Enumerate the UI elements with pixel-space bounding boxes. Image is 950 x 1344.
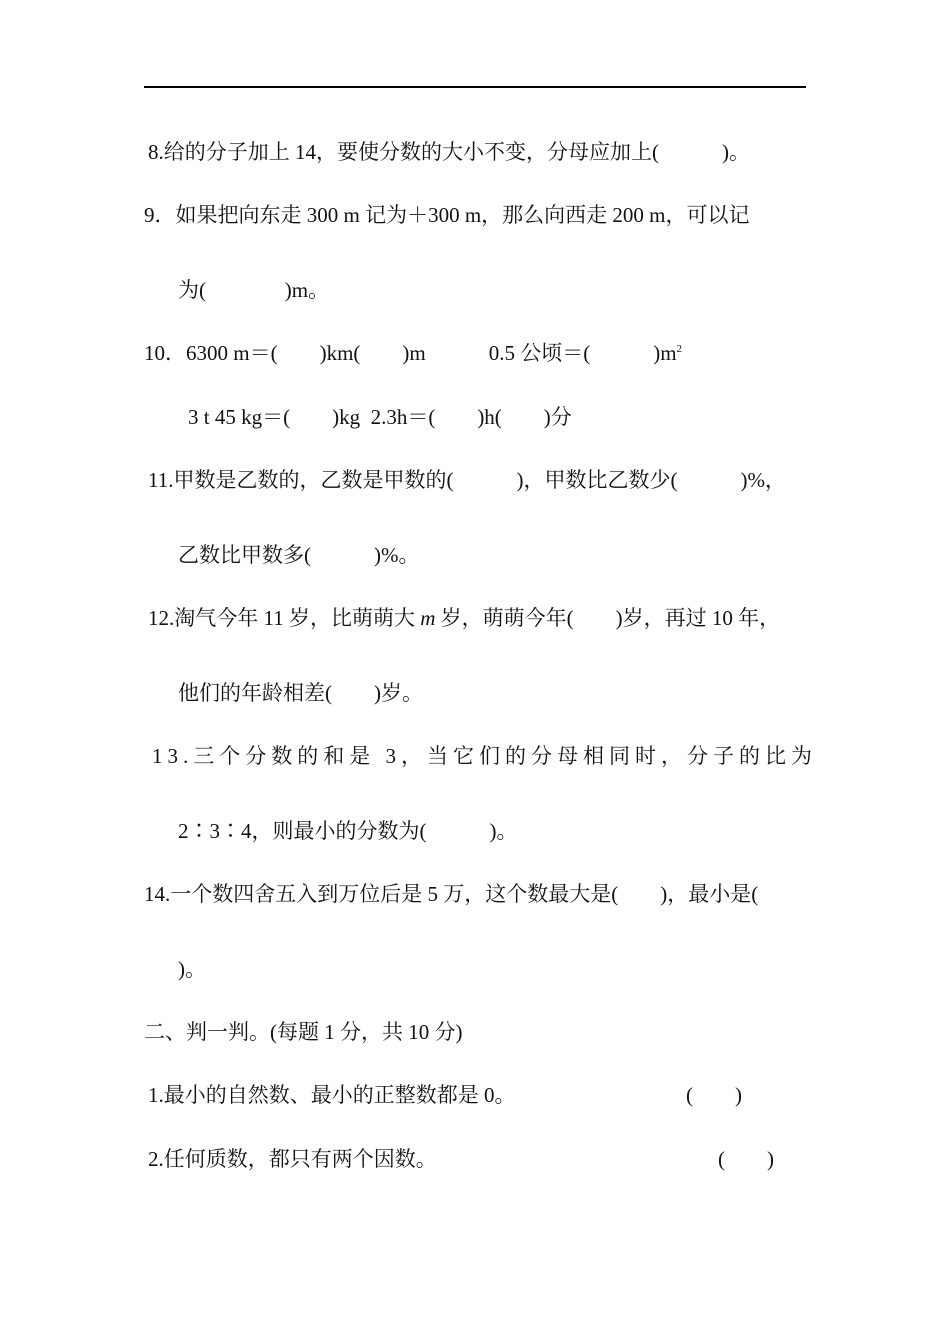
question-10-line-2: 3 t 45 kg＝( )kg 2.3h＝( )h( )分 (188, 405, 572, 429)
question-13-line-2: 2∶3∶4，则最小的分数为( )。 (178, 819, 518, 843)
square-superscript: 2 (676, 343, 683, 355)
question-11-line-2: 乙数比甲数多( )%。 (178, 543, 420, 567)
question-11-line-1: 11.甲数是乙数的，乙数是甲数的( )，甲数比乙数少( )%， (148, 468, 786, 492)
question-9-line-2: 为( )m。 (178, 278, 330, 302)
question-13-line-1: 13.三个分数的和是 3，当它们的分母相同时，分子的比为 (152, 744, 817, 768)
question-9-line-1: 9．如果把向东走 300 m 记为＋300 m，那么向西走 200 m，可以记 (144, 203, 750, 227)
question-14-line-2: )。 (178, 957, 206, 981)
question-12-text-a: 12.淘气今年 11 岁，比萌萌大 (148, 606, 421, 630)
judge-2-text: 2.任何质数，都只有两个因数。 (148, 1147, 437, 1171)
section-2-title: 二、判一判。(每题 1 分，共 10 分) (144, 1020, 463, 1044)
judge-1-answer-paren: ( ) (686, 1083, 742, 1107)
judge-1-text: 1.最小的自然数、最小的正整数都是 0。 (148, 1083, 516, 1107)
question-10-line-1 (144, 339, 682, 367)
question-12-line-2: 他们的年龄相差( )岁。 (178, 681, 423, 705)
variable-m: m (420, 606, 436, 630)
question-12-line-1 (148, 604, 780, 632)
question-8: 8.给的分子加上 14，要使分数的大小不变，分母应加上( )。 (148, 140, 750, 164)
header-rule (144, 86, 806, 88)
question-10-line-1-text: 10．6300 m＝( )km( )m 0.5 公顷＝( )m (144, 341, 677, 365)
question-14-line-1: 14.一个数四舍五入到万位后是 5 万，这个数最大是( )，最小是( (144, 882, 759, 906)
question-12-text-b: 岁，萌萌今年( )岁，再过 10 年， (435, 606, 781, 630)
judge-2-answer-paren: ( ) (718, 1147, 774, 1171)
